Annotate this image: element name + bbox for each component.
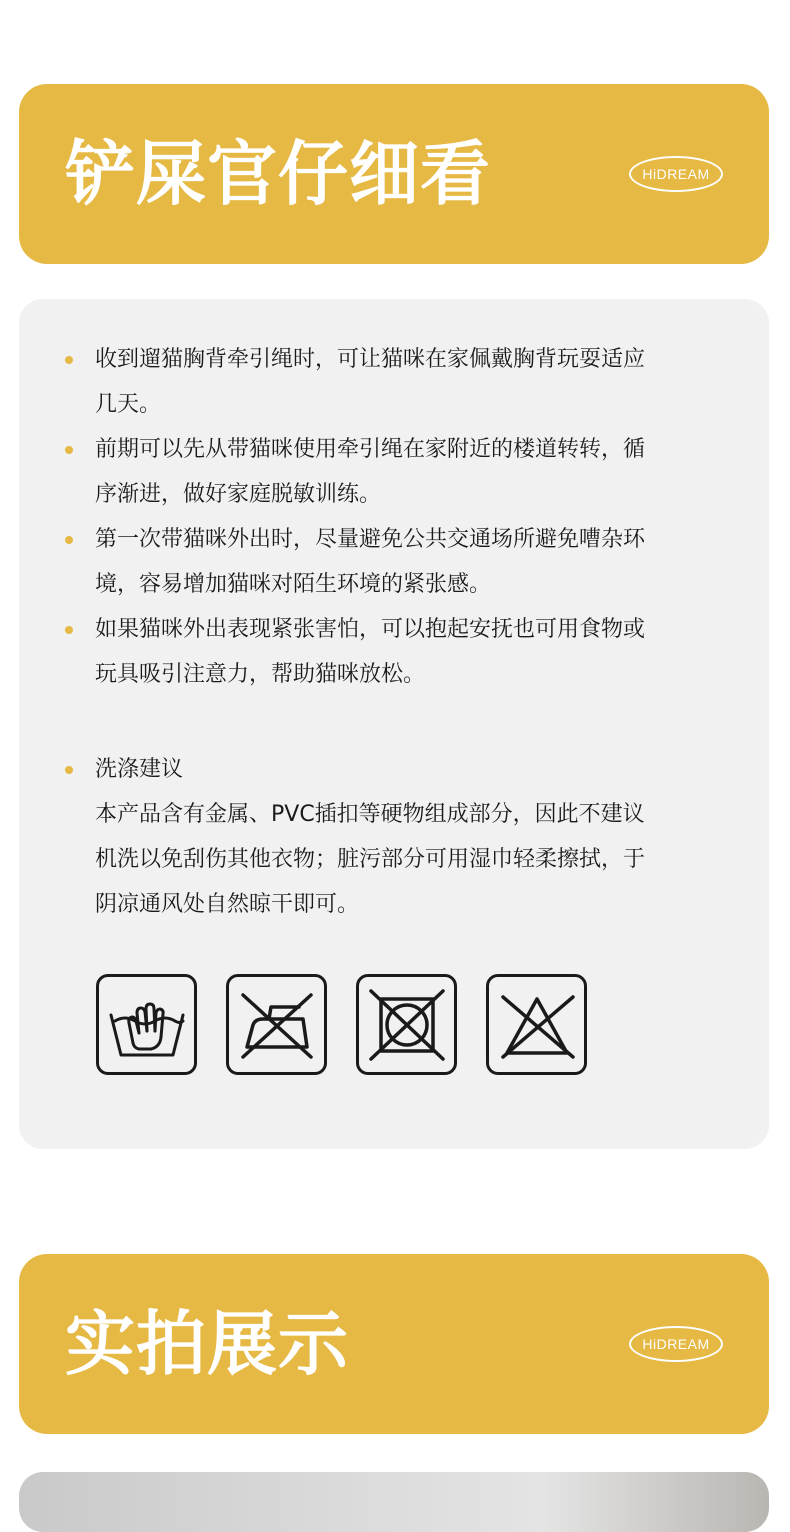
- section-header-care: [19, 84, 769, 264]
- washing-line: 阴凉通风处自然晾干即可。: [95, 892, 360, 917]
- washing-advice-heading: [19, 747, 769, 792]
- list-item: [19, 427, 769, 517]
- bullet-dot: [65, 626, 73, 634]
- bullet-dot: [65, 536, 73, 544]
- tip-line: 几天。: [95, 392, 162, 417]
- tip-line: 前期可以先从带猫咪使用牵引绳在家附近的楼道转转，循: [95, 437, 646, 462]
- section-title: 铲屎官仔细看: [65, 133, 491, 215]
- section-title: 实拍展示: [65, 1303, 349, 1385]
- section-header-photos: [19, 1254, 769, 1434]
- bullet-dot: [65, 356, 73, 364]
- bullet-dot: [65, 766, 73, 774]
- care-symbols: [96, 974, 587, 1075]
- hand-wash-icon: [96, 974, 197, 1075]
- tip-line: 玩具吸引注意力，帮助猫咪放松。: [95, 662, 426, 687]
- tip-line: 如果猫咪外出表现紧张害怕，可以抱起安抚也可用食物或: [95, 617, 646, 642]
- tip-line: 境，容易增加猫咪对陌生环境的紧张感。: [95, 572, 492, 597]
- do-not-iron-icon: [226, 974, 327, 1075]
- bullet-dot: [65, 446, 73, 454]
- brand-logo: HiDREAM: [629, 1326, 723, 1362]
- list-item: [19, 517, 769, 607]
- washing-line: 本产品含有金属、PVC插扣等硬物组成部分，因此不建议: [95, 802, 645, 827]
- tip-line: 序渐进，做好家庭脱敏训练。: [95, 482, 382, 507]
- do-not-bleach-icon: [486, 974, 587, 1075]
- list-item: [19, 607, 769, 697]
- care-instructions-card: [19, 299, 769, 1149]
- product-photo: [19, 1472, 769, 1532]
- washing-advice: [19, 747, 769, 927]
- do-not-tumble-dry-icon: [356, 974, 457, 1075]
- brand-logo: HiDREAM: [629, 156, 723, 192]
- list-item: [19, 337, 769, 427]
- tip-line: 第一次带猫咪外出时，尽量避免公共交通场所避免嘈杂环: [95, 527, 646, 552]
- tips-list: [19, 337, 769, 697]
- tip-line: 收到遛猫胸背牵引绳时，可让猫咪在家佩戴胸背玩耍适应: [95, 347, 646, 372]
- washing-advice-body: [19, 792, 769, 927]
- washing-line: 机洗以免刮伤其他衣物；脏污部分可用湿巾轻柔擦拭，于: [95, 847, 646, 872]
- washing-advice-title: 洗涤建议: [95, 757, 184, 782]
